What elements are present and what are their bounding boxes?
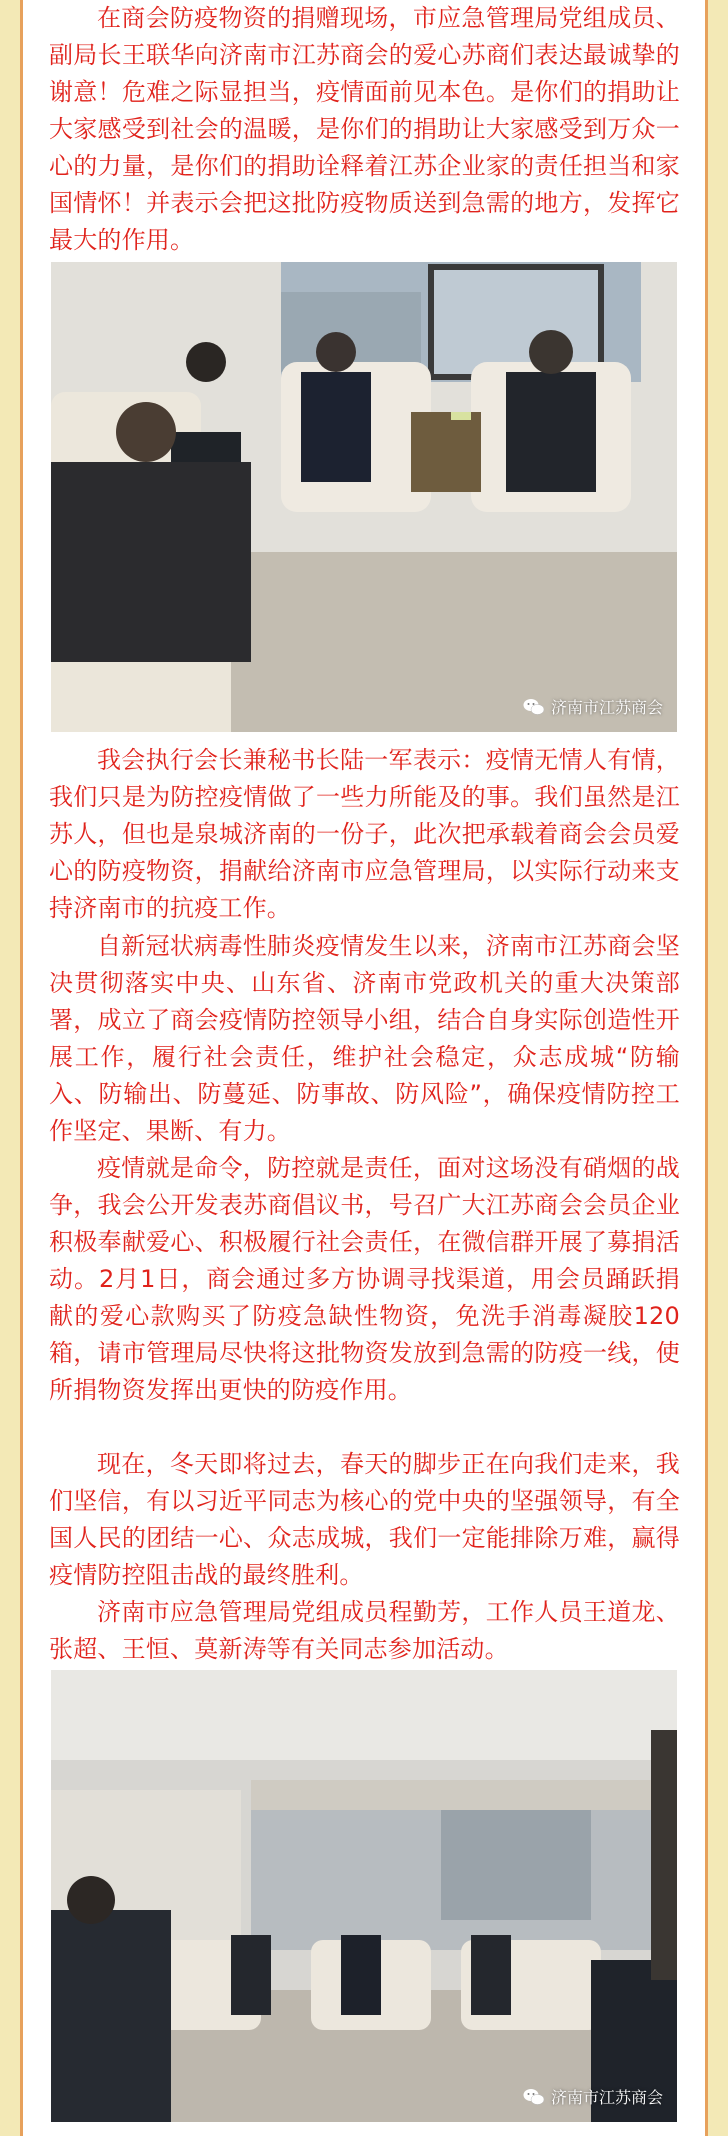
paragraph-epidemic-response: 自新冠状病毒性肺炎疫情发生以来，济南市江苏商会坚决贯彻落实中央、山东省、济南市党政机关的重大决策部署，成立了商会疫情防控领导小组，结合自身实际创造性开展工作，履行社会责任，维护社会稳定，众志成城“防输入、防输出、防蔓延、防事故、防风险”，确保疫情防控工作坚定、果断、有力。 [49, 932, 680, 1145]
meeting-photo-1-image [51, 262, 677, 732]
meeting-photo-2 [51, 1670, 677, 2122]
watermark-2-text: 济南市江苏商会 [550, 2088, 663, 2107]
paragraph-participants: 济南市应急管理局党组成员程勤芳，工作人员王道龙、张超、王恒、莫新涛等有关同志参加活动。 [49, 1598, 680, 1663]
wechat-icon [523, 698, 545, 716]
watermark-2 [523, 2085, 663, 2108]
paragraph-confidence: 现在，冬天即将过去，春天的脚步正在向我们走来，我们坚信，有以习近平同志为核心的党中央的坚强领导，有全国人民的团结一心、众志成城，我们一定能排除万难，赢得疫情防控阻击战的最终胜利。 [49, 1450, 680, 1589]
meeting-photo-2-image [51, 1670, 677, 2122]
paragraph-leader-speech: 我会执行会长兼秘书长陆一军表示：疫情无情人有情，我们只是为防控疫情做了一些力所能及的事。我们虽然是江苏人，但也是泉城济南的一份子，此次把承载着商会会员爱心的防疫物资，捐献给济南市应急管理局，以实际行动来支持济南市的抗疫工作。 [49, 746, 680, 922]
meeting-photo-1 [51, 262, 677, 732]
watermark-1 [523, 695, 663, 718]
paragraph-donation-action: 疫情就是命令，防控就是责任，面对这场没有硝烟的战争，我会公开发表苏商倡议书，号召广大江苏商会会员企业积极奉献爱心、积极履行社会责任，在微信群开展了募捐活动。2月1日，商会通过多方协调寻找渠道，用会员踊跃捐献的爱心款购买了防疫急缺性物资，免洗手消毒凝胶120箱，请市管理局尽快将这批物资发放到急需的防疫一线，使所捐物资发挥出更快的防疫作用。 [49, 1154, 680, 1404]
watermark-1-text: 济南市江苏商会 [550, 698, 663, 717]
wechat-icon [523, 2088, 545, 2106]
paragraph-donation-thanks: 在商会防疫物资的捐赠现场，市应急管理局党组成员、副局长王联华向济南市江苏商会的爱心苏商们表达最诚挚的谢意！危难之际显担当，疫情面前见本色。是你们的捐助让大家感受到社会的温暖，是你们的捐助让大家感受到万众一心的力量，是你们的捐助诠释着江苏企业家的责任担当和家国情怀！并表示会把这批防疫物质送到急需的地方，发挥它最大的作用。 [49, 4, 680, 254]
